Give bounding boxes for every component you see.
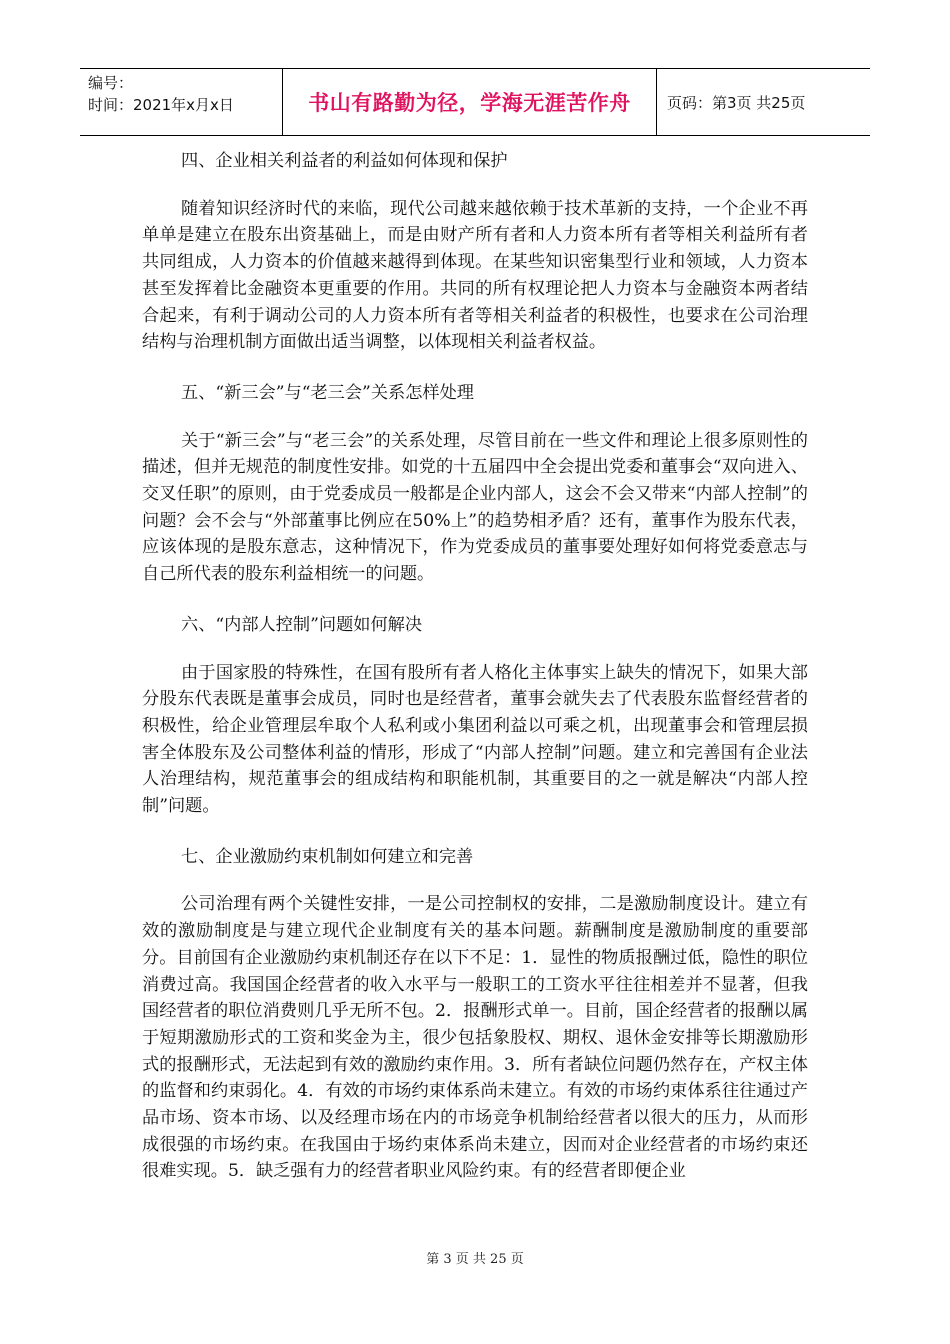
section-paragraph: 随着知识经济时代的来临，现代公司越来越依赖于技术革新的支持，一个企业不再单单是建立在股东出资基础上，而是由财产所有者和人力资本所有者等相关利益所有者共同组成，人力资本的价值越来越得到体现。在某些知识密集型行业和领域，人力资本甚至发挥着比金融资本更重要的作用。共同的所有权理论把人力资本与金融资本两者结合起来，有利于调动公司的人力资本所有者等相关利益者的积极性，也要求在公司治理结构与治理机制方面做出适当调整，以体现相关利益者权益。: [142, 198, 808, 353]
document-body: [142, 148, 808, 1185]
document-number-label: 编号：: [88, 74, 134, 92]
header-page-info: 页码：第3页 共25页: [667, 93, 806, 112]
document-time-label: 时间：2021年x月x日: [88, 96, 234, 114]
section-heading: 五、“新三会”与“老三会”关系怎样处理: [181, 382, 474, 403]
section-paragraph: 公司治理有两个关键性安排，一是公司控制权的安排，二是激励制度设计。建立有效的激励制度是与建立现代企业制度有关的基本问题。薪酬制度是激励制度的重要部分。目前国有企业激励约束机制还存在以下不足：1．显性的物质报酬过低，隐性的职位消费过高。我国国企经营者的收入水平与一般职工的工资水平往往相差并不显著，但我国经营者的职位消费则几乎无所不包。2．报酬形式单一。目前，国企经营者的报酬以属于短期激励形式的工资和奖金为主，很少包括象股权、期权、退休金安排等长期激励形式的报酬形式，无法起到有效的激励约束作用。3．所有者缺位问题仍然存在，产权主体的监督和约束弱化。4．有效的市场约束体系尚未建立。有效的市场约束体系往往通过产品市场、资本市场、以及经理市场在内的市场竞争机制给经营者以很大的压力，从而形成很强的市场约束。在我国由于场约束体系尚未建立，因而对企业经营者的市场约束还很难实现。5．缺乏强有力的经营者职业风险约束。有的经营者即便企业: [142, 894, 808, 1182]
section-paragraph: 关于“新三会”与“老三会”的关系处理，尽管目前在一些文件和理论上很多原则性的描述，但并无规范的制度性安排。如党的十五届四中全会提出党委和董事会“双向进入、交叉任职”的原则，由于党委成员一般都是企业内部人，这会不会又带来“内部人控制”的问题？会不会与“外部董事比例应在50%上”的趋势相矛盾？还有，董事作为股东代表，应该体现的是股东意志，这种情况下，作为党委成员的董事要处理好如何将党委意志与自己所代表的股东利益相统一的问题。: [142, 430, 808, 585]
section-paragraph: 由于国家股的特殊性，在国有股所有者人格化主体事实上缺失的情况下，如果大部分股东代表既是董事会成员，同时也是经营者，董事会就失去了代表股东监督经营者的积极性，给企业管理层牟取个人私利或小集团利益以可乘之机，出现董事会和管理层损害全体股东及公司整体利益的情形，形成了“内部人控制”问题。建立和完善国有企业法人治理结构，规范董事会的组成结构和职能机制，其重要目的之一就是解决“内部人控制”问题。: [142, 662, 808, 817]
section-heading: 四、企业相关利益者的利益如何体现和保护: [181, 151, 508, 171]
page-header: [80, 68, 870, 136]
header-meta: [80, 69, 283, 135]
section-heading: 六、“内部人控制”问题如何解决: [181, 614, 423, 635]
page-footer: 第 3 页 共 25 页: [426, 1252, 524, 1267]
section-heading: 七、企业激励约束机制如何建立和完善: [181, 846, 474, 867]
header-motto: 书山有路勤为径，学海无涯苦作舟: [283, 69, 657, 135]
